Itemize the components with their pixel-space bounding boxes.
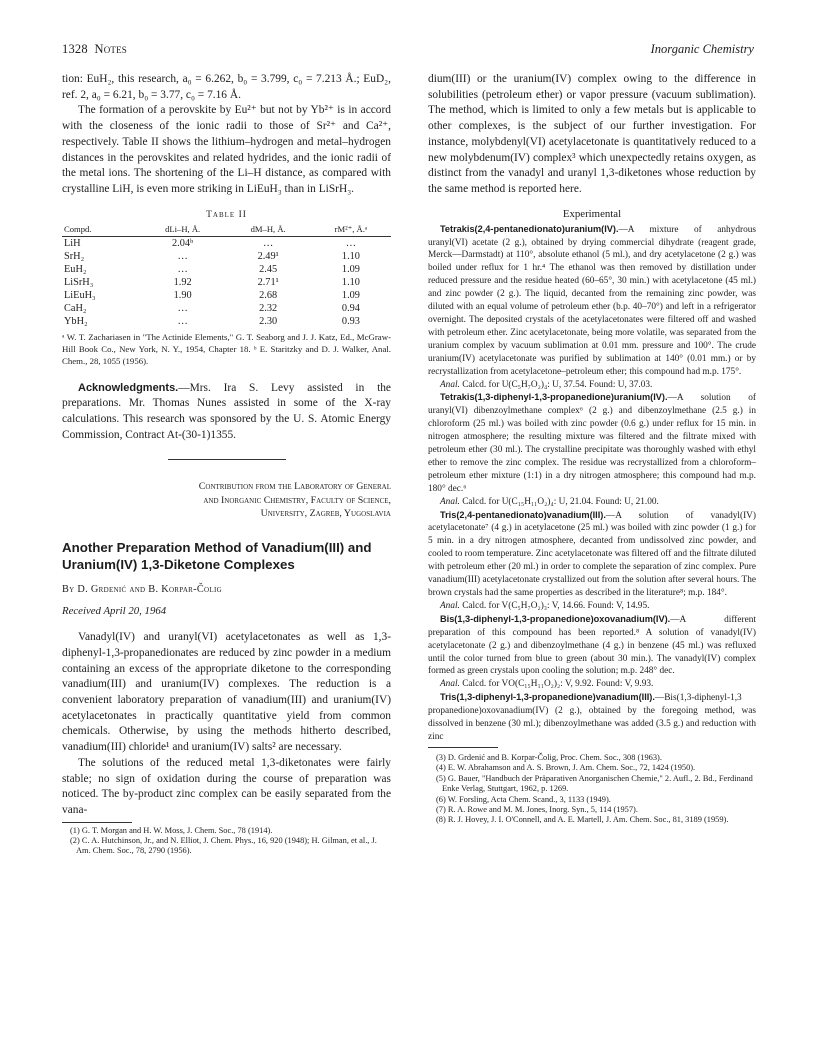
procedure-heading: Bis(1,3-diphenyl-1,3-propanedione)oxovanadium(IV). [440, 613, 671, 624]
received-date: Received April 20, 1964 [62, 605, 167, 618]
table-row [62, 302, 391, 315]
reference-item: (4) E. W. Abrahamson and A. S. Brown, J. Am. Chem. Soc., 72, 1424 (1950). [436, 763, 696, 773]
page-number: 1328 [62, 42, 88, 56]
experimental-heading: Experimental [562, 207, 622, 220]
paragraph-continued: tion: EuH₂, this research, a₀ = 6.262, b₀ = 3.799, c₀ = 7.213 Å.; EuD₂, ref. 2, a₀ = 6.21, b₀ = 3.77, c₀ = 7.16 Å. [62, 73, 391, 101]
acknowledgments-body: —Mrs. Ira S. Levy assisted in the preparations. Mr. Thomas Nunes assisted in some of the X-ray calculations. This research was sponsored by the U. S. Atomic Energy Commission, Contract At-(30-1)1355. [62, 381, 391, 441]
reference-item: (7) R. A. Rowe and M. M. Jones, Inorg. Syn., 5, 114 (1957). [436, 804, 638, 814]
reference-list [62, 826, 391, 857]
table-cell: 1.10 [341, 276, 360, 288]
byline: By D. Grdenić and B. Korpar-Čolig [62, 584, 222, 596]
table-row [62, 315, 391, 328]
contribution-line-1: Contribution from the Laboratory of General [198, 481, 391, 493]
table-cell: 2.49¹ [257, 250, 279, 262]
analysis-text: Calcd. for V(C₅H₇O₂)₃: V, 14.66. Found: V, 14.95. [462, 600, 650, 611]
analysis-text: Calcd. for U(C₁₅H₁₁O₂)₄: U, 21.04. Found: U, 21.00. [462, 496, 659, 507]
table-cell: 2.30 [259, 316, 278, 328]
table-header-cell: Compd. [64, 223, 92, 234]
journal-name: Inorganic Chemistry [650, 42, 754, 56]
table-cell: EuH₂ [64, 263, 87, 275]
table-cell: 2.04ᵇ [172, 237, 194, 249]
table-cell: SrH₂ [64, 250, 85, 262]
procedure-text: —A different preparation of this compound has been reported.⁸ A solution of vanadyl(IV) acetylacetonate (2 g.) and dibenzoylmethane (4 g.) in benzene (45 ml.) was refluxed until the color turned from blue to green (about 30 min.). The vanadyl(IV) complex formed as green crystals upon cooling the solution; m.p. 248° dec. [428, 614, 756, 677]
table-row [62, 250, 391, 263]
section-divider [168, 459, 286, 460]
table-cell: … [177, 303, 188, 315]
table-cell: 2.71¹ [257, 276, 279, 288]
table-cell: … [177, 250, 188, 262]
table-cell: … [177, 263, 188, 275]
left-column [62, 72, 391, 857]
table-cell: 0.94 [341, 303, 360, 315]
table-header-cell: dM–H, Å. [250, 223, 286, 234]
anal-label: Anal. [440, 496, 460, 507]
table-cell: LiH [64, 237, 81, 249]
section-name: Notes [94, 42, 127, 56]
procedure-heading: Tetrakis(2,4-pentanedionato)uranium(IV). [440, 223, 619, 234]
procedure-5 [428, 691, 756, 744]
table-cell: YbH₂ [64, 316, 88, 328]
paragraph-perovskite: The formation of a perovskite by Eu²⁺ but not by Yb²⁺ is in accord with the closeness of the ionic radii to those of Sr²⁺ and Ca²⁺, respectively. Table II shows the lithium–hydrogen and metal–hydrogen distances in the perovskites and related hydrides, and the ionic radii of the metal ions. The shortening of the Li–H distance, as compared with crystalline LiH, is even more striking in LiEuH₃ than in LiSrH₃. [62, 104, 391, 195]
table-cell: 1.09 [341, 263, 360, 275]
analysis-4 [428, 678, 756, 691]
reference-item: (6) W. Forsling, Acta Chem. Scand., 3, 1133 (1949). [436, 794, 611, 804]
table-cell: LiEuH₃ [64, 290, 96, 301]
table-footnote: ᵃ W. T. Zachariasen in "The Actinide Elements," G. T. Seaborg and J. J. Katz, Ed., McGraw-Hill Book Co., New York, N. Y., 1954, Chapter 18. ᵇ E. Staritzky and D. J. Walker, Anal. Chem., 28, 1055 (1956). [62, 332, 391, 367]
analysis-text: Calcd. for U(C₅H₇O₂)₄: U, 37.54. Found: U, 37.03. [462, 379, 653, 390]
anal-label: Anal. [440, 600, 460, 611]
table-cell: … [345, 237, 357, 249]
table-cell: 0.93 [341, 316, 360, 328]
table-row [62, 276, 391, 289]
contribution-line-3: University, Zagreb, Yugoslavia [260, 508, 391, 520]
reference-item: (2) C. A. Hutchinson, Jr., and N. Elliot, J. Chem. Phys., 16, 920 (1948); H. Gilman, et al., J. Am. Chem. Soc., 78, 2790 (1956). [70, 836, 377, 856]
footnote-divider [428, 747, 498, 748]
table-cell: 1.10 [341, 250, 360, 262]
anal-label: Anal. [440, 379, 460, 390]
table-cell: … [177, 316, 188, 328]
table-header-cell: rM²⁺, Å.ᵃ [334, 223, 368, 234]
analysis-1 [428, 379, 756, 392]
page-header-left [62, 42, 127, 57]
table-cell: 1.92 [173, 276, 192, 288]
acknowledgments [62, 381, 391, 444]
table-cell: 1.09 [341, 290, 360, 301]
table-row [62, 236, 391, 250]
analysis-text: Calcd. for VO(C₁₅H₁₁O₂)₂: V, 9.92. Found: V, 9.93. [462, 679, 654, 690]
table-cell: 2.68 [259, 290, 278, 301]
table-cell: 2.32 [259, 303, 278, 315]
table-cell: 1.90 [173, 290, 192, 301]
procedure-4 [428, 613, 756, 679]
paragraph-solutions: The solutions of the reduced metal 1,3-diketonates were fairly stable; no sign of oxidation during the course of preparation was noticed. The by-product zinc complex can be easily separated from the vana- [62, 756, 391, 816]
analysis-3 [428, 600, 756, 613]
procedure-text: —Bis(1,3-diphenyl-1,3 propanedione)oxovanadium(IV) (2 g.), obtained by the foregoing method, was dissolved in benzene (30 ml.); dibenzoylmethane was added (3.5 g.) and reduction with zinc [428, 693, 756, 742]
table-row [62, 289, 391, 302]
procedure-3 [428, 509, 756, 600]
paragraph-continued: dium(III) or the uranium(IV) complex owing to the difference in solubilities (petroleum ether) or vapor pressure (vacuum sublimation). The method, which is limited to only a few metals but is applicable to other complexes, is the subject of our further investigation. For instance, molybdenyl(VI) acetylacetonate is quantitatively reduced to a new molybdenum(IV) complex³ which unexpectedly retains oxygen, as distinct from the vanadyl and uranyl 1,3-diketones whose reduction by the same method is reported here. [428, 73, 756, 195]
paragraph-intro: Vanadyl(IV) and uranyl(VI) acetylacetonates as well as 1,3-diphenyl-1,3-propanedionates are reduced by zinc powder in a medium containing an excess of the appropriate diketone to the corresponding vanadium(III) and uranium(IV) complexes. The reduction is a convenient laboratory preparation of vanadium(III) and uranium(IV) acetylacetonates in practically quantitative yield from common chemicals. Otherwise, by using the methods hitherto described, vanadium(III) chloride¹ and uranium(IV) salts² are necessary. [62, 631, 391, 754]
footnote-divider [62, 822, 132, 823]
procedure-text: —A mixture of anhydrous uranyl(VI) acetate (2 g.), obtained by drying commercial dihydrate (reagent grade, Merck—Darmstadt) at 110°, absolute ethanol (5 ml.), and dry acetylacetone (2 g.) was boiled under reflux for 1 hr.⁴ The ethanol was then removed by distillation under reduced pressure and the residue heated (60–65°, 30 min.) with acetylacetone (45 ml.) and zinc powder (2 g.). The liquid, decanted from the remaining zinc powder, was diluted with an equal volume of petroleum ether (b.p. 40–70°) and left in a refrigerator overnight. The deposited crystals of the acetylacetonates were filtered off and washed with petroleum ether. Zinc acetylacetonate, being more volatile, was separated from the uranium complex by vacuum sublimation at 0.01 mm. pressure and 100°. The crude uranium(IV) acetylacetonate was purified by sublimation at 140° (0.01 mm.) or by recrystallization from acetylacetone–petroleum ether; this compound had m.p. 175°. [428, 224, 756, 377]
table-header-cell: dLi–H, Å. [165, 223, 201, 234]
reference-item: (8) R. J. Hovey, J. I. O'Connell, and A. E. Martell, J. Am. Chem. Soc., 81, 3189 (1959). [436, 815, 729, 825]
running-header [62, 42, 754, 58]
procedure-heading: Tris(2,4-pentanedionato)vanadium(III). [440, 509, 606, 520]
table-ii [62, 224, 391, 329]
contribution-line [62, 480, 391, 520]
table-cell: CaH₂ [64, 303, 87, 315]
article-title: Another Preparation Method of Vanadium(III) and Uranium(IV) 1,3-Diketone Complexes [62, 539, 372, 573]
procedure-1 [428, 223, 756, 379]
anal-label: Anal. [440, 679, 460, 690]
reference-item: (3) D. Grdenić and B. Korpar-Čolig, Proc. Chem. Soc., 308 (1963). [436, 752, 662, 762]
analysis-2 [428, 496, 756, 509]
table-cell: LiSrH₃ [64, 276, 94, 288]
reference-item: (5) G. Bauer, "Handbuch der Präparativen Anorganischen Chemie," 2. Aufl., 2. Bd., Ferdinand Enke Verlag, Stuttgart, 1962, p. 1269. [436, 773, 753, 794]
contribution-line-2: and Inorganic Chemistry, Faculty of Science, [203, 494, 391, 506]
procedure-heading: Tetrakis(1,3-diphenyl-1,3-propanedione)uranium(IV). [440, 392, 668, 403]
procedure-text: —A solution of uranyl(VI) dibenzoylmethane complex⁶ (2 g.) and dibenzoylmethane (2.5 g.) in chloroform (25 ml.) was boiled with zinc powder (0.6 g.) under reflux for 15 min. in nitrogen atmosphere; the resulting mixture was filtered and the filtrate mixed with petroleum ether (30 ml.). The crystalline precipitate was thoroughly washed with ethyl ether to remove the zinc complex. The residue was recrystallized from a chloroform–petroleum ether mixture (1:1) in a dry nitrogen atmosphere; this compound had m.p. 180° dec.⁶ [428, 393, 756, 494]
procedure-text: —A solution of vanadyl(IV) acetylacetonate⁷ (4 g.) in acetylacetone (25 ml.) was boiled with zinc powder (1 g.) for 5 min. in a dry nitrogen atmosphere, decanted from undissolved zinc powder, and cooled to room temperature. Zinc acetylacetonate was filtered off and the filtrate diluted with petroleum ether (20 ml.) in order to complete the separation of zinc complex. Pure vanadium(III) acetylacetonate crystallized out from the solution after several hours. The brown crystals had the same properties as described in the literature⁸; m.p. 184°. [428, 510, 756, 598]
reference-list [428, 753, 756, 826]
table-cell: 2.45 [259, 263, 278, 275]
acknowledgments-heading: Acknowledgments. [78, 381, 179, 394]
procedure-2 [428, 391, 756, 495]
right-column [428, 72, 756, 826]
procedure-heading: Tris(1,3-diphenyl-1,3-propanedione)vanadium(III). [440, 692, 655, 703]
table-cell: … [262, 237, 274, 249]
reference-item: (1) G. T. Morgan and H. W. Moss, J. Chem. Soc., 78 (1914). [70, 825, 273, 835]
table-title: Table II [206, 209, 247, 220]
table-row [62, 263, 391, 276]
